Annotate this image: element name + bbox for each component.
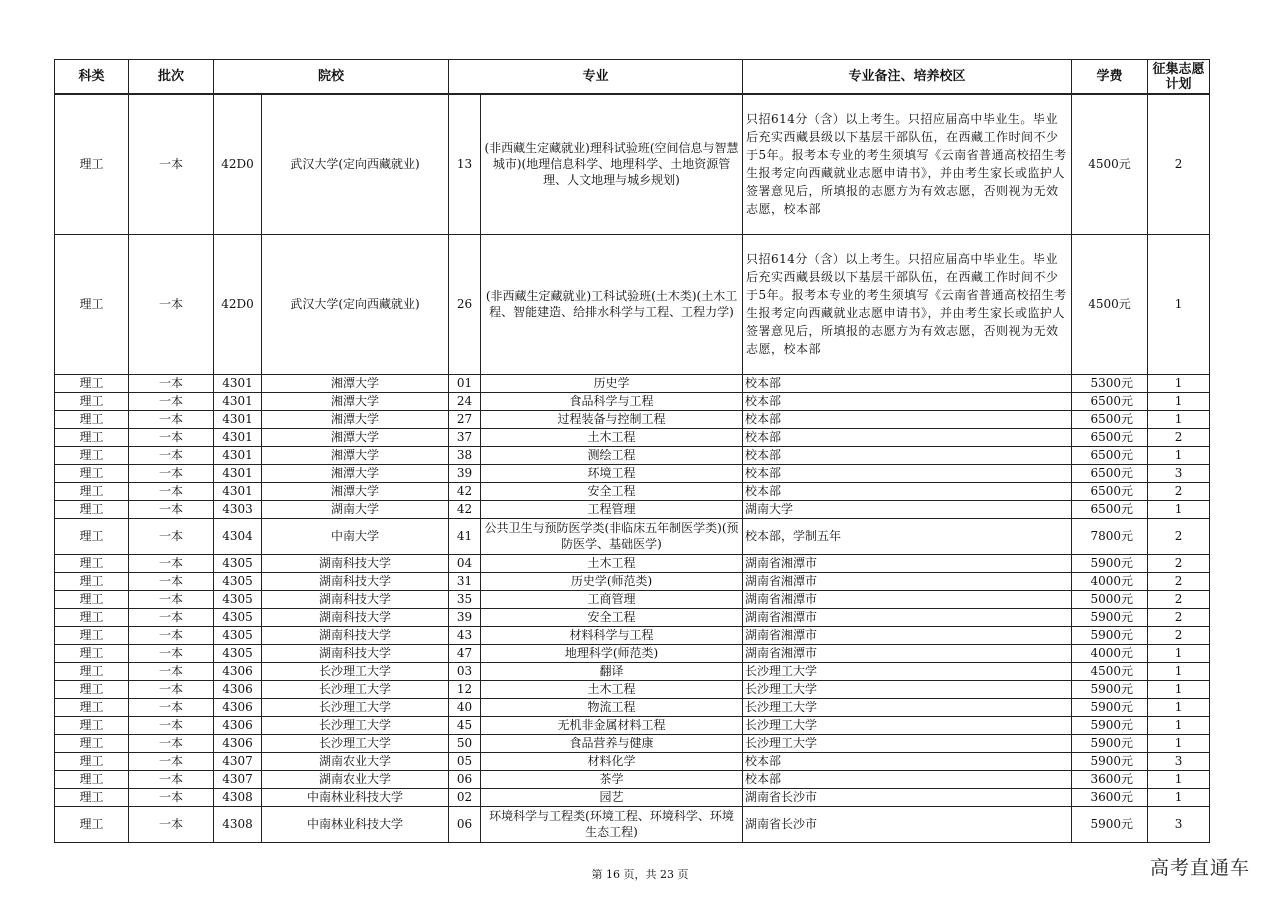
cell-plan: 1 (1148, 410, 1210, 428)
cell-plan: 1 (1148, 374, 1210, 392)
cell-major: 物流工程 (481, 698, 743, 716)
cell-fee: 5300元 (1072, 374, 1148, 392)
cell-major: 工程管理 (481, 500, 743, 518)
cell-major: 无机非金属材料工程 (481, 716, 743, 734)
cell-batch: 一本 (129, 608, 214, 626)
cell-major: 地理科学(师范类) (481, 644, 743, 662)
cell-batch: 一本 (129, 554, 214, 572)
cell-remark: 长沙理工大学 (743, 662, 1072, 680)
cell-category: 理工 (55, 752, 129, 770)
cell-remark: 长沙理工大学 (743, 698, 1072, 716)
header-major: 专业 (449, 60, 743, 95)
cell-plan: 1 (1148, 392, 1210, 410)
cell-school: 湖南科技大学 (262, 608, 449, 626)
cell-major: 历史学 (481, 374, 743, 392)
cell-school: 长沙理工大学 (262, 734, 449, 752)
cell-major: 环境工程 (481, 464, 743, 482)
cell-category: 理工 (55, 788, 129, 806)
cell-code: 4307 (214, 770, 262, 788)
cell-batch: 一本 (129, 428, 214, 446)
cell-plan: 1 (1148, 716, 1210, 734)
table-row (55, 374, 1210, 392)
cell-remark: 校本部 (743, 374, 1072, 392)
cell-major: 土木工程 (481, 554, 743, 572)
cell-code: 4301 (214, 428, 262, 446)
cell-plan: 3 (1148, 806, 1210, 842)
cell-major: 食品科学与工程 (481, 392, 743, 410)
cell-remark: 湖南省湘潭市 (743, 608, 1072, 626)
cell-remark: 校本部 (743, 446, 1072, 464)
cell-fee: 6500元 (1072, 446, 1148, 464)
table-row (55, 806, 1210, 842)
cell-major: 测绘工程 (481, 446, 743, 464)
cell-fee: 6500元 (1072, 482, 1148, 500)
header-remark: 专业备注、培养校区 (743, 60, 1072, 95)
cell-major: 过程装备与控制工程 (481, 410, 743, 428)
cell-school: 湘潭大学 (262, 482, 449, 500)
table-row (55, 428, 1210, 446)
table-row (55, 626, 1210, 644)
cell-fee: 5900元 (1072, 554, 1148, 572)
table-row (55, 644, 1210, 662)
cell-fee: 5000元 (1072, 590, 1148, 608)
cell-batch: 一本 (129, 392, 214, 410)
table-row (55, 788, 1210, 806)
cell-remark: 校本部 (743, 428, 1072, 446)
cell-fee: 5900元 (1072, 626, 1148, 644)
cell-school: 武汉大学(定向西藏就业) (262, 94, 449, 234)
page-number: 第 16 页，共 23 页 (591, 868, 689, 881)
cell-code: 42D0 (214, 94, 262, 234)
cell-remark: 只招614分（含）以上考生。只招应届高中毕业生。毕业后充实西藏县级以下基层干部队伍，在西藏工作时间不少于5年。报考本专业的考生须填写《云南省普通高校招生考生报考定向西藏就业志愿申请书》，并由考生家长或监护人签署意见后，所填报的志愿方为有效志愿，否则视为无效志愿，校本部 (743, 94, 1072, 234)
cell-code: 4301 (214, 374, 262, 392)
cell-code: 4306 (214, 734, 262, 752)
cell-mcode: 45 (449, 716, 481, 734)
cell-batch: 一本 (129, 788, 214, 806)
cell-code: 4303 (214, 500, 262, 518)
cell-mcode: 04 (449, 554, 481, 572)
cell-batch: 一本 (129, 662, 214, 680)
cell-mcode: 26 (449, 234, 481, 374)
table-row (55, 410, 1210, 428)
cell-school: 湖南科技大学 (262, 590, 449, 608)
cell-fee: 4500元 (1072, 94, 1148, 234)
cell-remark: 湖南省湘潭市 (743, 572, 1072, 590)
cell-major: 历史学(师范类) (481, 572, 743, 590)
cell-school: 湘潭大学 (262, 392, 449, 410)
cell-school: 武汉大学(定向西藏就业) (262, 234, 449, 374)
cell-plan: 1 (1148, 662, 1210, 680)
cell-code: 4305 (214, 626, 262, 644)
cell-school: 中南林业科技大学 (262, 806, 449, 842)
cell-mcode: 41 (449, 518, 481, 554)
cell-school: 湘潭大学 (262, 428, 449, 446)
table-row (55, 464, 1210, 482)
cell-fee: 6500元 (1072, 464, 1148, 482)
cell-code: 4301 (214, 446, 262, 464)
cell-school: 湖南大学 (262, 500, 449, 518)
cell-code: 4305 (214, 644, 262, 662)
cell-category: 理工 (55, 662, 129, 680)
table-row (55, 734, 1210, 752)
watermark: 高考直通车 (1149, 857, 1250, 879)
header-category: 科类 (55, 60, 129, 95)
cell-mcode: 03 (449, 662, 481, 680)
cell-category: 理工 (55, 572, 129, 590)
cell-remark: 校本部 (743, 770, 1072, 788)
cell-batch: 一本 (129, 94, 214, 234)
cell-fee: 3600元 (1072, 788, 1148, 806)
cell-major: (非西藏生定藏就业)工科试验班(土木类)(土木工程、智能建造、给排水科学与工程、工程力学) (481, 234, 743, 374)
cell-school: 中南林业科技大学 (262, 788, 449, 806)
cell-remark: 校本部 (743, 752, 1072, 770)
cell-code: 4308 (214, 788, 262, 806)
cell-category: 理工 (55, 554, 129, 572)
table-header-row (55, 60, 1210, 95)
cell-remark: 校本部 (743, 392, 1072, 410)
table-row (55, 662, 1210, 680)
admission-table (54, 59, 1210, 843)
cell-category: 理工 (55, 500, 129, 518)
cell-plan: 1 (1148, 234, 1210, 374)
cell-batch: 一本 (129, 500, 214, 518)
table-row (55, 482, 1210, 500)
cell-mcode: 40 (449, 698, 481, 716)
cell-category: 理工 (55, 446, 129, 464)
cell-mcode: 27 (449, 410, 481, 428)
cell-category: 理工 (55, 680, 129, 698)
cell-remark: 湖南省长沙市 (743, 788, 1072, 806)
cell-fee: 5900元 (1072, 698, 1148, 716)
cell-school: 湘潭大学 (262, 464, 449, 482)
cell-fee: 5900元 (1072, 680, 1148, 698)
cell-plan: 1 (1148, 698, 1210, 716)
cell-batch: 一本 (129, 770, 214, 788)
table-row (55, 680, 1210, 698)
cell-remark: 校本部 (743, 464, 1072, 482)
cell-school: 湖南农业大学 (262, 752, 449, 770)
table-row (55, 716, 1210, 734)
cell-fee: 6500元 (1072, 428, 1148, 446)
cell-batch: 一本 (129, 446, 214, 464)
cell-mcode: 13 (449, 94, 481, 234)
cell-code: 4305 (214, 554, 262, 572)
cell-mcode: 06 (449, 806, 481, 842)
cell-code: 4301 (214, 392, 262, 410)
cell-major: 工商管理 (481, 590, 743, 608)
cell-batch: 一本 (129, 626, 214, 644)
header-school: 院校 (214, 60, 449, 95)
table-row (55, 518, 1210, 554)
cell-remark: 校本部，学制五年 (743, 518, 1072, 554)
cell-plan: 2 (1148, 590, 1210, 608)
cell-code: 4304 (214, 518, 262, 554)
cell-remark: 湖南省长沙市 (743, 806, 1072, 842)
cell-batch: 一本 (129, 752, 214, 770)
table-body (55, 94, 1210, 842)
cell-school: 长沙理工大学 (262, 662, 449, 680)
cell-plan: 2 (1148, 428, 1210, 446)
cell-fee: 5900元 (1072, 806, 1148, 842)
cell-major: 安全工程 (481, 608, 743, 626)
cell-batch: 一本 (129, 234, 214, 374)
cell-school: 湘潭大学 (262, 446, 449, 464)
cell-mcode: 06 (449, 770, 481, 788)
table-row (55, 500, 1210, 518)
cell-major: 安全工程 (481, 482, 743, 500)
cell-plan: 1 (1148, 500, 1210, 518)
cell-category: 理工 (55, 392, 129, 410)
cell-school: 湖南科技大学 (262, 572, 449, 590)
cell-category: 理工 (55, 428, 129, 446)
cell-fee: 4500元 (1072, 234, 1148, 374)
cell-major: 材料化学 (481, 752, 743, 770)
cell-remark: 湖南省湘潭市 (743, 590, 1072, 608)
cell-batch: 一本 (129, 716, 214, 734)
cell-category: 理工 (55, 626, 129, 644)
cell-plan: 1 (1148, 680, 1210, 698)
cell-category: 理工 (55, 608, 129, 626)
cell-plan: 1 (1148, 734, 1210, 752)
cell-mcode: 38 (449, 446, 481, 464)
cell-batch: 一本 (129, 410, 214, 428)
cell-remark: 湖南省湘潭市 (743, 644, 1072, 662)
cell-fee: 6500元 (1072, 410, 1148, 428)
table-row (55, 590, 1210, 608)
table-row (55, 752, 1210, 770)
cell-major: (非西藏生定藏就业)理科试验班(空间信息与智慧城市)(地理信息科学、地理科学、土地资源管理、人文地理与城乡规划) (481, 94, 743, 234)
cell-batch: 一本 (129, 644, 214, 662)
cell-code: 4301 (214, 410, 262, 428)
cell-school: 湖南科技大学 (262, 644, 449, 662)
cell-category: 理工 (55, 374, 129, 392)
cell-batch: 一本 (129, 464, 214, 482)
cell-mcode: 39 (449, 608, 481, 626)
cell-category: 理工 (55, 644, 129, 662)
cell-remark: 只招614分（含）以上考生。只招应届高中毕业生。毕业后充实西藏县级以下基层干部队伍，在西藏工作时间不少于5年。报考本专业的考生须填写《云南省普通高校招生考生报考定向西藏就业志愿申请书》，并由考生家长或监护人签署意见后，所填报的志愿方为有效志愿，否则视为无效志愿，校本部 (743, 234, 1072, 374)
cell-remark: 湖南大学 (743, 500, 1072, 518)
cell-mcode: 42 (449, 482, 481, 500)
cell-major: 食品营养与健康 (481, 734, 743, 752)
cell-code: 4305 (214, 590, 262, 608)
cell-code: 4306 (214, 662, 262, 680)
cell-batch: 一本 (129, 482, 214, 500)
cell-plan: 2 (1148, 94, 1210, 234)
cell-plan: 3 (1148, 464, 1210, 482)
cell-batch: 一本 (129, 734, 214, 752)
cell-school: 长沙理工大学 (262, 680, 449, 698)
table-row (55, 94, 1210, 234)
table-row (55, 554, 1210, 572)
header-plan: 征集志愿计划 (1148, 60, 1210, 95)
cell-category: 理工 (55, 482, 129, 500)
cell-code: 4306 (214, 698, 262, 716)
cell-remark: 长沙理工大学 (743, 680, 1072, 698)
cell-batch: 一本 (129, 680, 214, 698)
cell-remark: 湖南省湘潭市 (743, 554, 1072, 572)
cell-batch: 一本 (129, 572, 214, 590)
cell-code: 4306 (214, 716, 262, 734)
cell-category: 理工 (55, 698, 129, 716)
cell-plan: 2 (1148, 482, 1210, 500)
cell-mcode: 50 (449, 734, 481, 752)
cell-mcode: 05 (449, 752, 481, 770)
table-row (55, 234, 1210, 374)
cell-plan: 2 (1148, 626, 1210, 644)
cell-code: 4306 (214, 680, 262, 698)
cell-fee: 4000元 (1072, 644, 1148, 662)
cell-category: 理工 (55, 94, 129, 234)
cell-code: 4307 (214, 752, 262, 770)
cell-school: 湖南农业大学 (262, 770, 449, 788)
cell-mcode: 42 (449, 500, 481, 518)
cell-plan: 1 (1148, 446, 1210, 464)
cell-mcode: 37 (449, 428, 481, 446)
cell-code: 4305 (214, 608, 262, 626)
cell-plan: 1 (1148, 788, 1210, 806)
cell-fee: 6500元 (1072, 392, 1148, 410)
table-row (55, 698, 1210, 716)
cell-category: 理工 (55, 770, 129, 788)
cell-mcode: 39 (449, 464, 481, 482)
cell-remark: 长沙理工大学 (743, 734, 1072, 752)
cell-plan: 2 (1148, 518, 1210, 554)
cell-category: 理工 (55, 410, 129, 428)
table-row (55, 770, 1210, 788)
cell-remark: 湖南省湘潭市 (743, 626, 1072, 644)
cell-remark: 校本部 (743, 482, 1072, 500)
table-row (55, 608, 1210, 626)
cell-mcode: 01 (449, 374, 481, 392)
cell-remark: 长沙理工大学 (743, 716, 1072, 734)
cell-fee: 3600元 (1072, 770, 1148, 788)
cell-batch: 一本 (129, 698, 214, 716)
cell-plan: 3 (1148, 752, 1210, 770)
cell-school: 湖南科技大学 (262, 626, 449, 644)
cell-category: 理工 (55, 806, 129, 842)
cell-plan: 1 (1148, 770, 1210, 788)
cell-code: 4301 (214, 464, 262, 482)
cell-major: 翻译 (481, 662, 743, 680)
cell-fee: 5900元 (1072, 716, 1148, 734)
cell-major: 土木工程 (481, 680, 743, 698)
cell-code: 4305 (214, 572, 262, 590)
cell-major: 材料科学与工程 (481, 626, 743, 644)
cell-fee: 4500元 (1072, 662, 1148, 680)
cell-category: 理工 (55, 234, 129, 374)
cell-category: 理工 (55, 590, 129, 608)
cell-category: 理工 (55, 464, 129, 482)
cell-major: 公共卫生与预防医学类(非临床五年制医学类)(预防医学、基础医学) (481, 518, 743, 554)
cell-mcode: 02 (449, 788, 481, 806)
cell-batch: 一本 (129, 590, 214, 608)
cell-mcode: 43 (449, 626, 481, 644)
cell-school: 湘潭大学 (262, 374, 449, 392)
cell-fee: 6500元 (1072, 500, 1148, 518)
cell-major: 土木工程 (481, 428, 743, 446)
cell-category: 理工 (55, 734, 129, 752)
cell-mcode: 12 (449, 680, 481, 698)
cell-school: 湖南科技大学 (262, 554, 449, 572)
cell-fee: 5900元 (1072, 734, 1148, 752)
cell-category: 理工 (55, 518, 129, 554)
cell-code: 42D0 (214, 234, 262, 374)
header-fee: 学费 (1072, 60, 1148, 95)
cell-batch: 一本 (129, 518, 214, 554)
cell-school: 长沙理工大学 (262, 698, 449, 716)
cell-plan: 1 (1148, 644, 1210, 662)
cell-batch: 一本 (129, 374, 214, 392)
table-row (55, 392, 1210, 410)
cell-remark: 校本部 (743, 410, 1072, 428)
cell-plan: 2 (1148, 554, 1210, 572)
cell-fee: 5900元 (1072, 752, 1148, 770)
cell-plan: 2 (1148, 608, 1210, 626)
cell-mcode: 24 (449, 392, 481, 410)
cell-fee: 7800元 (1072, 518, 1148, 554)
cell-mcode: 35 (449, 590, 481, 608)
cell-school: 中南大学 (262, 518, 449, 554)
table-row (55, 446, 1210, 464)
cell-school: 湘潭大学 (262, 410, 449, 428)
cell-major: 茶学 (481, 770, 743, 788)
cell-category: 理工 (55, 716, 129, 734)
table-row (55, 572, 1210, 590)
cell-code: 4301 (214, 482, 262, 500)
cell-major: 园艺 (481, 788, 743, 806)
cell-code: 4308 (214, 806, 262, 842)
cell-fee: 5900元 (1072, 608, 1148, 626)
cell-major: 环境科学与工程类(环境工程、环境科学、环境生态工程) (481, 806, 743, 842)
header-batch: 批次 (129, 60, 214, 95)
cell-school: 长沙理工大学 (262, 716, 449, 734)
cell-mcode: 47 (449, 644, 481, 662)
cell-fee: 4000元 (1072, 572, 1148, 590)
cell-mcode: 31 (449, 572, 481, 590)
cell-plan: 2 (1148, 572, 1210, 590)
cell-batch: 一本 (129, 806, 214, 842)
